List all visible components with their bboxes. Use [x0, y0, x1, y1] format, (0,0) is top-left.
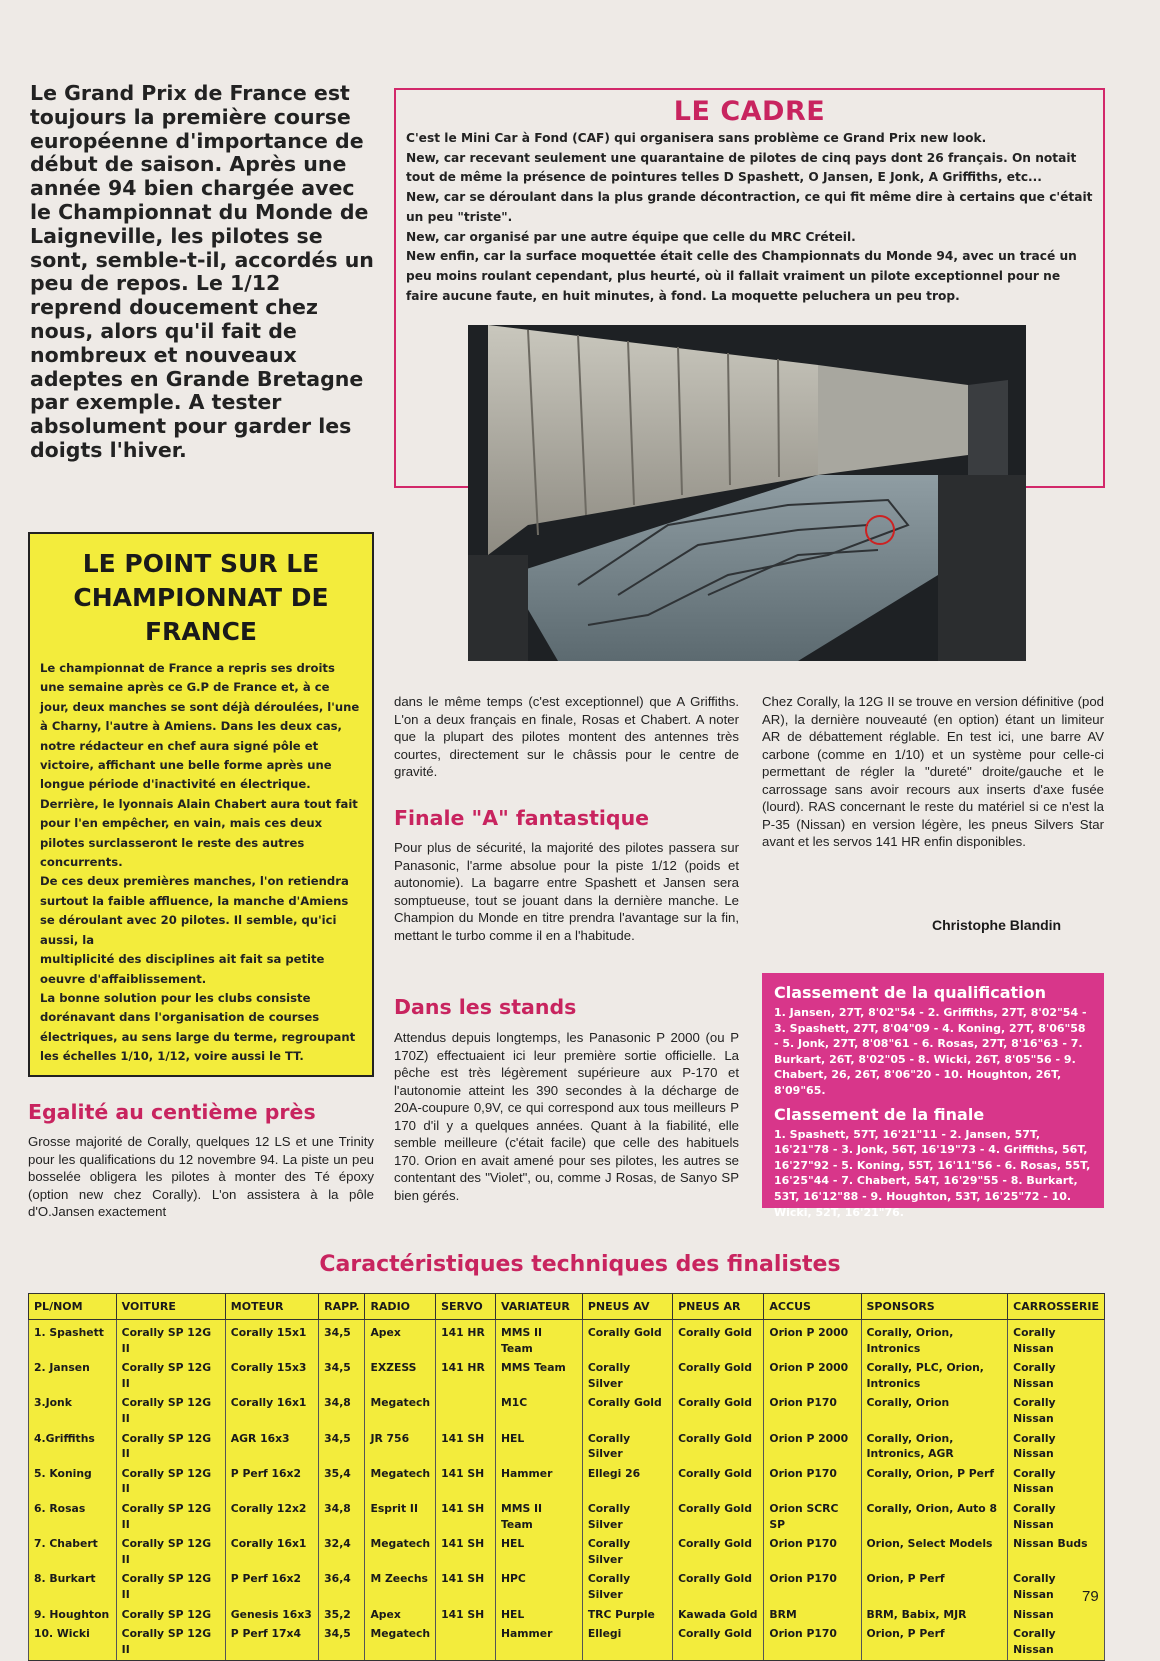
table-cell: Corally Silver [582, 1429, 672, 1464]
table-cell: Orion P 2000 [764, 1429, 861, 1464]
table-cell: HPC [495, 1569, 582, 1604]
table-cell: 141 SH [436, 1429, 496, 1464]
table-cell: BRM, Babix, MJR [861, 1605, 1008, 1625]
table-cell: Orion P 2000 [764, 1320, 861, 1359]
table-cell: 34,5 [319, 1624, 365, 1661]
table-cell: Corally SP 12G II [116, 1320, 225, 1359]
table-cell: Corally Nissan [1008, 1464, 1105, 1499]
table-cell: Corally Silver [582, 1569, 672, 1604]
classement-box [762, 973, 1104, 1219]
finale-results: 1. Spashett, 57T, 16'21"11 - 2. Jansen, 57T, 16'21"78 - 3. Jonk, 56T, 16'19"73 - 4. Griffiths, 56T, 16'27"92 - 5. Koning, 55T, 16'11"56 - 6. Rosas, 55T, 16'25"44 - 7. Chabert, 54T, 16'29"55 - 8. Burkart, 53T, 16'12"88 - 9. Houghton, 53T, 16'25"72 - 10. Wicki, 52T, 16'21"76. [774, 1127, 1091, 1219]
table-cell [436, 1624, 496, 1661]
table-cell: 4.Griffiths [29, 1429, 117, 1464]
table-cell: Corally, Orion [861, 1393, 1008, 1428]
egalite-text: Grosse majorité de Corally, quelques 12 LS et une Trinity pour les qualifications du 12 novembre 94. La piste un peu bosselée obligera les pilotes à monter des Té époxy (option new chez Corally). L'on assistera à la pôle d'O.Jansen exactement [28, 1134, 374, 1219]
table-cell: 141 SH [436, 1605, 496, 1625]
table-header: VARIATEUR [495, 1294, 582, 1320]
table-row [29, 1624, 1105, 1661]
qualif-results: 1. Jansen, 27T, 8'02"54 - 2. Griffiths, 27T, 8'02"54 - 3. Spashett, 27T, 8'04"09 - 4. Koning, 27T, 8'06"58 - 5. Jonk, 27T, 8'08"61 - 6. Rosas, 27T, 8'16"63 - 7. Burkart, 26T, 8'02"05 - 8. Wicki, 26T, 8'05"56 - 9. Chabert, 26, 26T, 8'06"20 - 10. Houghton, 26T, 8'09"65. [774, 1006, 1087, 1097]
table-cell: MMS II Team [495, 1320, 582, 1359]
table-cell: Apex [365, 1605, 436, 1625]
table-cell: Kawada Gold [673, 1605, 764, 1625]
table-header: SERVO [436, 1294, 496, 1320]
table-cell: Corally Silver [582, 1534, 672, 1569]
table-header: RADIO [365, 1294, 436, 1320]
table-cell: Megatech [365, 1464, 436, 1499]
table-cell: Corally, Orion, P Perf [861, 1464, 1008, 1499]
table-cell: Corally, Orion, Auto 8 [861, 1499, 1008, 1534]
table-row [29, 1464, 1105, 1499]
championnat-paragraph: Le championnat de France a repris ses droits une semaine après ce G.P de France et, à ce jour, deux manches se sont déjà déroulées, l'une à Charny, l'autre à Amiens. Dans les deux cas, notre rédacteur en chef aura signé pôle et victoire, affichant une belle forme après une longue période d'inactivité en électrique. Derrière, le lyonnais Alain Chabert aura tout fait pour l'en empêcher, en vain, mais ces deux pilotes surclasseront le reste des autres concurrents. [40, 661, 360, 870]
cadre-paragraph: C'est le Mini Car à Fond (CAF) qui organisera sans problème ce Grand Prix new look. [406, 131, 987, 145]
table-row [29, 1429, 1105, 1464]
cadre-paragraph: New, car recevant seulement une quarantaine de pilotes de cinq pays dont 26 français. On notait tout de même la présence de pointures telles D Spashett, O Jansen, E Jonk, A Griffiths, etc... [406, 150, 1077, 185]
table-cell: Corally Gold [673, 1464, 764, 1499]
finale-results-title: Classement de la finale [774, 1104, 985, 1124]
table-cell: Corally 16x1 [225, 1534, 318, 1569]
intro-text: Le Grand Prix de France est toujours la première course européenne d'importance de début de saison. Après une année 94 bien chargée avec le Championnat du Monde de Laigneville, les pilotes se sont, semble-t-il, accordés un peu de repos. Le 1/12 reprend doucement chez nous, alors qu'il fait de nombreux et nouveaux adeptes en Grande Bretagne par exemple. A tester absolument pour garder les doigts l'hiver. [30, 81, 374, 462]
table-cell: BRM [764, 1605, 861, 1625]
table-cell: 2. Jansen [29, 1358, 117, 1393]
col2-intro-text: dans le même temps (c'est exceptionnel) que A Griffiths. L'on a deux français en finale, Rosas et Chabert. A noter que la plupart des pilotes montent des antennes très courtes, directement sur le châssis pour le centre de gravité. [394, 694, 739, 779]
table-header: PNEUS AV [582, 1294, 672, 1320]
table-cell: Orion, P Perf [861, 1569, 1008, 1604]
table-cell: MMS II Team [495, 1499, 582, 1534]
table-cell: Hammer [495, 1624, 582, 1661]
table-cell: Orion P170 [764, 1569, 861, 1604]
table-cell: Megatech [365, 1624, 436, 1661]
table-row [29, 1569, 1105, 1604]
table-cell: HEL [495, 1534, 582, 1569]
table-cell: 32,4 [319, 1534, 365, 1569]
table-cell: 6. Rosas [29, 1499, 117, 1534]
table-cell: Corally SP 12G [116, 1605, 225, 1625]
table-cell: 8. Burkart [29, 1569, 117, 1604]
table-cell: Corally SP 12G II [116, 1464, 225, 1499]
table-header: SPONSORS [861, 1294, 1008, 1320]
race-hall-photo [468, 325, 1026, 661]
championnat-box [28, 532, 374, 1077]
table-cell: Corally Gold [673, 1499, 764, 1534]
table-cell: HEL [495, 1605, 582, 1625]
table-cell: Ellegi [582, 1624, 672, 1661]
table-cell: 35,4 [319, 1464, 365, 1499]
table-cell: 141 SH [436, 1464, 496, 1499]
table-cell: M1C [495, 1393, 582, 1428]
stands-text: Attendus depuis longtemps, les Panasonic P 2000 (ou P 170Z) effectuaient ici leur première sortie officielle. La pêche est très légèrement supérieure aux P-170 et l'autonomie atteint les 390 secondes à la décharge de 20A-coupure 0,9V, ce qui correspond aux tous meilleurs P 170 d'il y a quelques années. Quant à la fiabilité, elle semble meilleure (c'était facile) que celle des habituels 170. Orion en avait amené pour ses pilotes, les autres se contentant des "Violet", ou, comme J Rosas, de Sanyo SP bien gérés. [394, 1030, 739, 1203]
table-cell: Orion P170 [764, 1464, 861, 1499]
championnat-title: LE POINT SUR LE CHAMPIONNAT DE FRANCE [73, 549, 329, 646]
table-cell: Hammer [495, 1464, 582, 1499]
table-cell: Corally, Orion, Intronics, AGR [861, 1429, 1008, 1464]
table-cell: Megatech [365, 1393, 436, 1428]
table-cell: 141 HR [436, 1320, 496, 1359]
table-cell: Orion P 2000 [764, 1358, 861, 1393]
col3-text: Chez Corally, la 12G II se trouve en version définitive (pod AR), la dernière nouveauté (en option) étant un limiteur AR de débattement réglable. En test ici, une barre AV carbone (comme en 1/10) et un système pour celle-ci permettant de régler la "dureté" droite/gauche et le carrossage sans avoir recours aux inserts d'axe fusée (lourd). RAS concernant le reste du matériel si ce n'est la P-35 (Nissan) en version légère, les pneus Silvers Star avant et les servos 141 HR enfin disponibles. [762, 694, 1104, 849]
table-cell: P Perf 17x4 [225, 1624, 318, 1661]
table-cell: Corally SP 12G II [116, 1534, 225, 1569]
table-cell: Orion, Select Models [861, 1534, 1008, 1569]
table-row [29, 1320, 1105, 1359]
table-row [29, 1358, 1105, 1393]
qualif-title: Classement de la qualification [774, 983, 1047, 1002]
table-header-row [29, 1294, 1105, 1320]
author-signature: Christophe Blandin [932, 917, 1062, 933]
stands-heading: Dans les stands [394, 995, 577, 1019]
table-cell: Corally Nissan [1008, 1393, 1105, 1428]
table-cell: Corally Nissan [1008, 1499, 1105, 1534]
egalite-heading: Egalité au centième près [28, 1100, 316, 1124]
table-title: Caractéristiques techniques des finalistes [319, 1252, 841, 1277]
table-cell: Corally Silver [582, 1358, 672, 1393]
table-cell: Nissan Buds [1008, 1534, 1105, 1569]
table-cell: Corally Gold [673, 1624, 764, 1661]
table-cell: AGR 16x3 [225, 1429, 318, 1464]
table-cell: P Perf 16x2 [225, 1464, 318, 1499]
table-cell: Genesis 16x3 [225, 1605, 318, 1625]
table-cell: 141 HR [436, 1358, 496, 1393]
table-cell: 34,8 [319, 1393, 365, 1428]
table-cell: Corally Silver [582, 1499, 672, 1534]
cadre-paragraph: New enfin, car la surface moquettée était celle des Championnats du Monde 94, avec un tracé un peu moins roulant cependant, plus heurté, où il fallait vraiment un pilote exceptionnel pour ne faire aucune faute, en huit minutes, à fond. La moquette peluchera un peu trop. [406, 249, 1077, 303]
table-cell: Corally SP 12G II [116, 1569, 225, 1604]
table-cell: Orion P170 [764, 1534, 861, 1569]
table-header: CARROSSERIE [1008, 1294, 1105, 1320]
table-cell: 36,4 [319, 1569, 365, 1604]
cadre-paragraph: New, car se déroulant dans la plus grande décontraction, ce qui fit même dire à certains que c'était un peu "triste". [406, 190, 1093, 224]
table-cell: 141 SH [436, 1499, 496, 1534]
table-cell: 5. Koning [29, 1464, 117, 1499]
table-header: RAPP. [319, 1294, 365, 1320]
table-cell: 34,5 [319, 1429, 365, 1464]
table-row [29, 1393, 1105, 1428]
table-cell: 34,5 [319, 1320, 365, 1359]
table-header: VOITURE [116, 1294, 225, 1320]
table-cell: Corally Nissan [1008, 1569, 1105, 1604]
table-cell: Corally SP 12G II [116, 1624, 225, 1661]
cadre-paragraph: New, car organisé par une autre équipe que celle du MRC Créteil. [406, 229, 856, 244]
table-cell: Corally, PLC, Orion, Intronics [861, 1358, 1008, 1393]
table-cell: Corally Gold [673, 1569, 764, 1604]
table-cell: Orion, P Perf [861, 1624, 1008, 1661]
table-cell: Corally Gold [582, 1393, 672, 1428]
table-cell: Corally 12x2 [225, 1499, 318, 1534]
table-cell: Corally Gold [673, 1429, 764, 1464]
le-cadre-title: LE CADRE [673, 96, 826, 127]
table-cell: Corally 15x1 [225, 1320, 318, 1359]
table-cell: MMS Team [495, 1358, 582, 1393]
table-cell: Corally 15x3 [225, 1358, 318, 1393]
table-cell: Corally SP 12G II [116, 1429, 225, 1464]
table-cell: Megatech [365, 1534, 436, 1569]
table-cell: 141 SH [436, 1534, 496, 1569]
table-cell: Corally Gold [673, 1534, 764, 1569]
table-header: PL/NOM [29, 1294, 117, 1320]
table-row [29, 1499, 1105, 1534]
table-row [29, 1534, 1105, 1569]
table-cell: Apex [365, 1320, 436, 1359]
table-cell: Corally SP 12G II [116, 1358, 225, 1393]
table-cell [436, 1393, 496, 1428]
table-cell: 141 SH [436, 1569, 496, 1604]
table-cell: Corally SP 12G II [116, 1499, 225, 1534]
table-cell: Corally Gold [582, 1320, 672, 1359]
table-cell: 7. Chabert [29, 1534, 117, 1569]
table-cell: Esprit II [365, 1499, 436, 1534]
table-header: PNEUS AR [673, 1294, 764, 1320]
table-cell: 35,2 [319, 1605, 365, 1625]
table-cell: Orion P170 [764, 1393, 861, 1428]
table-cell: 1. Spashett [29, 1320, 117, 1359]
championnat-paragraph: De ces deux premières manches, l'on retiendra surtout la faible affluence, la manche d'Amiens se déroulant avec 20 pilotes. Il semble, qu'ici aussi, la [40, 874, 349, 947]
table-cell: Ellegi 26 [582, 1464, 672, 1499]
table-cell: Corally Nissan [1008, 1320, 1105, 1359]
finale-heading: Finale "A" fantastique [394, 806, 650, 830]
table-cell: Corally Gold [673, 1393, 764, 1428]
table-cell: Corally, Orion, Intronics [861, 1320, 1008, 1359]
table-cell: EXZESS [365, 1358, 436, 1393]
table-cell: 9. Houghton [29, 1605, 117, 1625]
table-cell: HEL [495, 1429, 582, 1464]
table-cell: 3.Jonk [29, 1393, 117, 1428]
championnat-paragraph: multiplicité des disciplines ait fait sa petite oeuvre d'affaiblissement. [40, 952, 325, 986]
table-cell: JR 756 [365, 1429, 436, 1464]
table-cell: Nissan [1008, 1605, 1105, 1625]
page-number: 79 [1082, 1588, 1099, 1605]
table-cell: P Perf 16x2 [225, 1569, 318, 1604]
table-header: ACCUS [764, 1294, 861, 1320]
table-cell: 34,8 [319, 1499, 365, 1534]
table-cell: Corally Nissan [1008, 1429, 1105, 1464]
table-cell: M Zeechs [365, 1569, 436, 1604]
table-cell: 10. Wicki [29, 1624, 117, 1661]
table-cell: Corally Nissan [1008, 1358, 1105, 1393]
table-cell: Corally 16x1 [225, 1393, 318, 1428]
table-cell: Corally SP 12G II [116, 1393, 225, 1428]
tech-table [28, 1293, 1105, 1661]
championnat-paragraph: La bonne solution pour les clubs consiste dorénavant dans l'organisation de courses électriques, au sens large du terme, regroupant les échelles 1/10, 1/12, voire aussi le TT. [40, 990, 356, 1064]
table-cell: 34,5 [319, 1358, 365, 1393]
table-cell: Orion P170 [764, 1624, 861, 1661]
table-cell: TRC Purple [582, 1605, 672, 1625]
table-cell: Corally Gold [673, 1358, 764, 1393]
table-cell: Orion SCRC SP [764, 1499, 861, 1534]
table-row [29, 1605, 1105, 1625]
table-cell: Corally Nissan [1008, 1624, 1105, 1661]
finale-text: Pour plus de sécurité, la majorité des pilotes passera sur Panasonic, l'arme absolue pour la piste 1/12 (poids et autonomie). La bagarre entre Spashett et Jansen sera somptueuse, tout se jouant dans la dernière manche. Le Champion du Monde en titre prendra l'avantage sur la fin, mettant le turbo comme il en a l'habitude. [394, 840, 739, 943]
table-header: MOTEUR [225, 1294, 318, 1320]
table-cell: Corally Gold [673, 1320, 764, 1359]
